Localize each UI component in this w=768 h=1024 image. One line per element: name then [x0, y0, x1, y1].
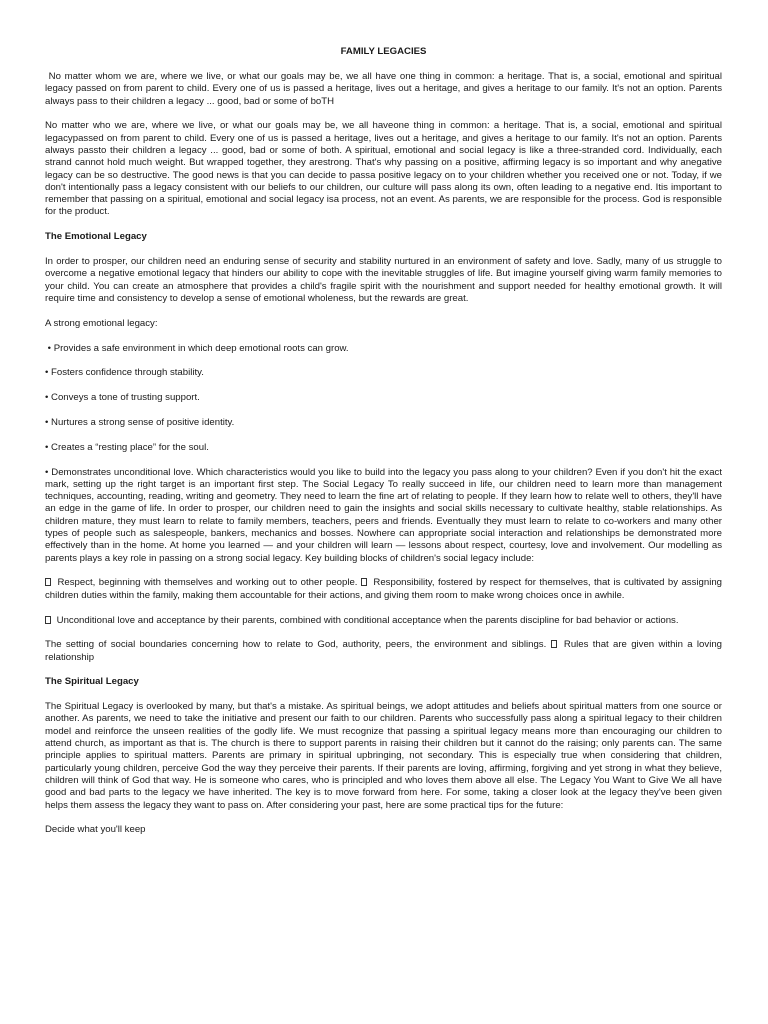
list-item: • Provides a safe environment in which deep emotional roots can grow.: [45, 342, 349, 354]
responsibility-text: Responsibility, fostered by respect for themselves, that is cultivated by assigning children duties within the family, making them accountable for their actions, and giving them room to make wrong choices once in awhile.: [45, 577, 723, 601]
social-legacy-paragraph: • Demonstrates unconditional love. Which characteristics would you like to build into the legacy you pass along to your children? Even if you don't hit the exact mark, setting up the right target is an important first step. The Social Legacy To really succeed in life, our children need to learn more than management techniques, accounting, reading, writing and geometry. They need to learn the fine art of relating to people. If they learn how to relate well to others, they'll have an edge in the game of life. In order to prosper, our children need to gain the insights and social skills necessary to cultivate healthy, stable relationships. As children mature, they must learn to relate to family members, teachers, peers and friends. Eventually they must learn to relate to co-workers and many other types of people such as salespeople, bankers, mechanics and bosses. Nowhere can appropriate social interaction and relationships be demonstrated more effectively than in the home. At home you learned — and your children will learn — lessons about respect, courtesy, love and involvement. Our modelling as parents plays a key role in passing on a strong social legacy. Key building blocks of children's social legacy include:: [45, 466, 722, 564]
boundaries-paragraph: [45, 639, 722, 664]
list-item: • Creates a “resting place” for the soul.: [45, 441, 209, 453]
intro-paragraph-2: No matter who we are, where we live, or what our goals may be, we all haveone thing in common: a heritage. That is, a social, emotional and spiritual legacypassed on from parent to child. Every one of us is passed a heritage, lives out a heritage, and gives a heritage to our family. It's not an option. Parents always passto their children a legacy ... good, bad or some of both. A spiritual, emotional and social legacy is like a three-stranded cord. Individually, each strand cannot hold much weight. But wrapped together, they arestrong. That's why passing on a positive, affirming legacy is so important and why anegative legacy can be so destructive. The good news is that you can decide to passa positive legacy on to your children whether you received one or not. Today, if we don't intentionally pass a legacy consistent with our beliefs to our children, our culture will pass along its own, often leading to a negative end. Itis important to remember that passing on a spiritual, emotional and social legacy isa process, not an event. As parents, we are responsible for the process. God is responsible for the product.: [45, 120, 722, 218]
list-item: • Conveys a tone of trusting support.: [45, 392, 200, 404]
list-item: • Fosters confidence through stability.: [45, 367, 204, 379]
document-title: FAMILY LEGACIES: [340, 46, 427, 57]
document-page: [45, 45, 725, 849]
missing-glyph-icon: [45, 616, 51, 624]
list-item: • Nurtures a strong sense of positive identity.: [45, 416, 235, 428]
unconditional-love-paragraph: [45, 615, 722, 627]
strong-legacy-intro: A strong emotional legacy:: [45, 317, 158, 329]
emotional-legacy-list: [45, 343, 722, 454]
rules-text: Rules that are given within a loving relationship: [45, 639, 722, 663]
closing-line: Decide what you'll keep: [45, 824, 146, 836]
missing-glyph-icon: [45, 578, 51, 586]
respect-text: Respect, beginning with themselves and working out to other people.: [54, 577, 361, 589]
spiritual-legacy-paragraph: The Spiritual Legacy is overlooked by many, but that's a mistake. As spiritual beings, we adopt attitudes and beliefs about spiritual matters from one source or another. As parents, we need to take the initiative and present our faith to our children. Parents who successfully pass along a spiritual legacy to their children model and reinforce the unseen realities of the godly life. We must recognize that passing a spiritual legacy means more than encouraging our children to attend church, as important as that is. The church is there to support parents in raising their children but it cannot do the raising; only parents can. The same principle applies to spiritual matters. Parents are primary in spiritual upbringing, not secondary. This is especially true when considering that children, particularly young children, perceive God the way they perceive their parents. If their parents are loving, affirming, forgiving and yet strong in what they believe, children will think of God that way. He is someone who cares, who is principled and who loves them above all else. The Legacy You Want to Give We all have good and bad parts to the legacy we have inherited. The key is to move forward from here. For some, taking a closer look at the legacy they've been given helps them assess the legacy they want to pass on. After considering your past, here are some practical tips for the future:: [45, 701, 722, 811]
emotional-legacy-paragraph: In order to prosper, our children need an enduring sense of security and stability nurtured in an environment of safety and love. Sadly, many of us struggle to overcome a negative emotional legacy that hinders our ability to cope with the inevitable struggles of life. But imagine yourself giving warm family memories to your child. You can create an atmosphere that provides a child's fragile spirit with the nourishment and support needed for healthy emotional growth. It will require time and consistency to develop a sense of emotional wholeness, but the rewards are great.: [45, 256, 722, 304]
unconditional-text: Unconditional love and acceptance by their parents, combined with conditional acceptance when the parents discipline for bad behavior or actions.: [54, 614, 679, 626]
spiritual-legacy-heading: The Spiritual Legacy: [45, 676, 139, 688]
missing-glyph-icon: [361, 578, 367, 586]
boundaries-text: The setting of social boundaries concerning how to relate to God, authority, peers, the environment and siblings.: [45, 639, 551, 651]
missing-glyph-icon: [551, 640, 557, 648]
emotional-legacy-heading: The Emotional Legacy: [45, 231, 147, 243]
intro-paragraph-1: No matter whom we are, where we live, or what our goals may be, we all have one thing in common: a heritage. That is, a social, emotional and spiritual legacy passed on from parent to child. Every one of us is passed a heritage, lives out a heritage, and gives a heritage to our family. It's not an option. Parents always pass to their children a legacy ... good, bad or some of boTH: [45, 71, 725, 107]
respect-responsibility-paragraph: [45, 577, 722, 602]
